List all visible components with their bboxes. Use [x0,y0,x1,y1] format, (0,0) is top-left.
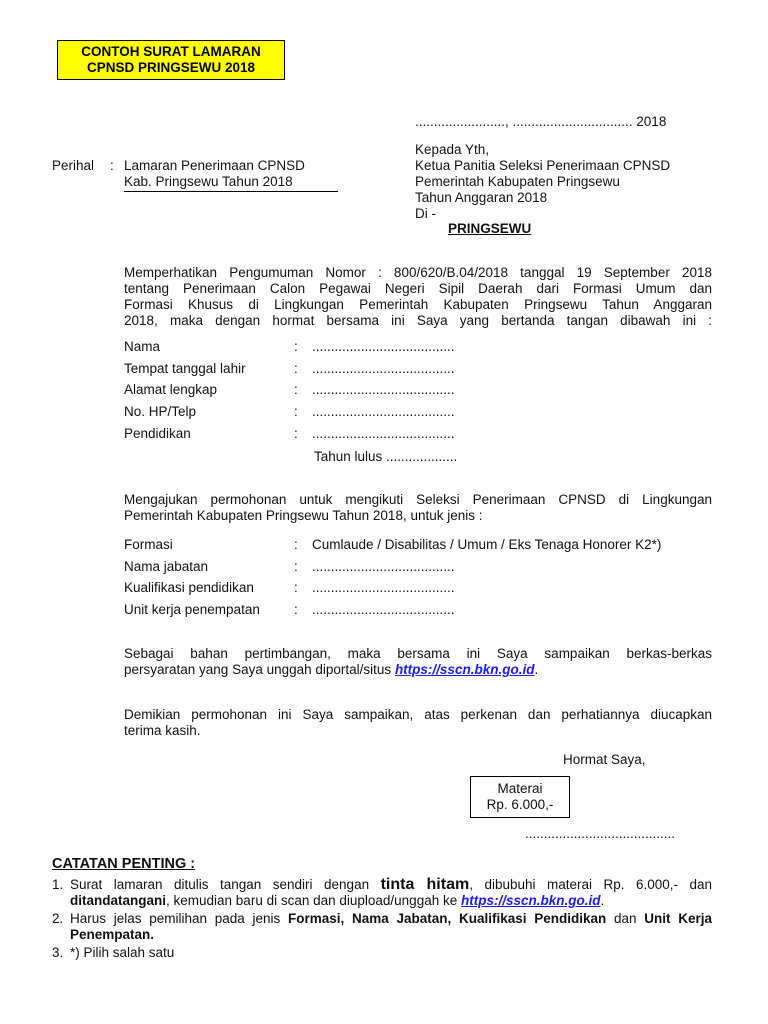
consideration-paragraph [124,646,712,678]
note-2-text-a: Harus jelas pemilihan pada jenis [70,911,288,926]
field-colon: : [294,426,298,441]
note-1-sscn-link[interactable]: https://sscn.bkn.go.id [460,893,601,908]
recipient-line-4: Tahun Anggaran 2018 [415,190,548,205]
signature-name-line: ........................................ [525,826,676,841]
materai-box [470,776,570,818]
field-label: Formasi [124,537,173,552]
field-value: ...................................... [312,404,455,419]
intro-line-4: 2018, maka dengan hormat bersama ini Saya yang bertanda tangan dibawah ini : [124,313,712,328]
consideration-line-2-prefix: persyaratan yang Saya unggah diportal/situs [124,662,395,677]
note-1-text-d: . [600,893,605,908]
field-colon: : [294,602,298,617]
perihal-label: Perihal [52,158,95,173]
recipient-line-3: Pemerintah Kabupaten Pringsewu [415,174,620,189]
field-label: Pendidikan [124,426,191,441]
recipient-line-1: Kepada Yth, [415,142,490,157]
field-colon: : [294,537,298,552]
closing-paragraph [124,707,712,739]
perihal-line-1: Lamaran Penerimaan CPNSD [124,158,305,173]
consideration-line-2-suffix: . [534,662,539,677]
field-value: ...................................... [312,602,455,617]
note-item-1 [52,877,712,909]
notes-list [52,877,712,963]
apply-line-1: Mengajukan permohonan untuk mengikuti Seleksi Penerimaan CPNSD di Lingkungan [124,492,712,507]
title-line-2: CPNSD PRINGSEWU 2018 [86,60,256,75]
note-number: 3. [52,945,64,960]
tahun-lulus: Tahun lulus ................... [314,449,458,464]
field-label: Tempat tanggal lahir [124,361,246,376]
materai-line-1: Materai [497,781,543,796]
note-item-3 [52,945,712,961]
note-number: 2. [52,911,64,926]
field-colon: : [294,382,298,397]
materai-line-2: Rp. 6.000,- [486,797,554,812]
recipient-line-5: Di - [415,206,436,221]
notes-heading: CATATAN PENTING : [52,856,196,872]
signature-greeting: Hormat Saya, [563,752,646,767]
field-colon: : [294,404,298,419]
note-1-text-b: , dibubuhi materai Rp. 6.000,- dan [469,877,712,892]
field-label: Nama jabatan [124,559,209,574]
intro-line-3: Formasi Khusus di Lingkungan Pemerintah Kabupaten Pringsewu Tahun Anggaran [124,297,712,312]
intro-paragraph [124,265,712,329]
field-value: ...................................... [312,339,455,354]
note-3-text: *) Pilih salah satu [70,945,175,960]
field-label: Alamat lengkap [124,382,218,397]
field-label: Kualifikasi pendidikan [124,580,254,595]
sscn-link[interactable]: https://sscn.bkn.go.id [394,662,535,677]
field-value: ...................................... [312,361,455,376]
field-label: Nama [124,339,161,354]
note-number: 1. [52,877,64,892]
note-2-bold-a: Formasi, Nama Jabatan, Kualifikasi Pendidikan [288,911,607,926]
note-item-2 [52,911,712,943]
consideration-line-2 [124,662,538,677]
note-1-bold-a: tinta hitam [380,876,470,893]
field-value: Cumlaude / Disabilitas / Umum / Eks Tenaga Honorer K2*) [312,537,662,552]
field-colon: : [294,580,298,595]
intro-line-2: tentang Penerimaan Calon Pegawai Negeri Sipil Daerah dari Formasi Umum dan [124,281,712,296]
field-value: ...................................... [312,382,455,397]
date-line: ........................, ................................ 2018 [415,114,667,129]
field-colon: : [294,361,298,376]
perihal-colon: : [110,158,114,173]
note-1-text-a: Surat lamaran ditulis tangan sendiri dengan [70,877,381,892]
field-value: ...................................... [312,426,455,441]
note-2-text-b: dan [606,911,645,926]
note-1-bold-b: ditandatangani [70,893,167,908]
title-line-1: CONTOH SURAT LAMARAN [81,44,261,59]
intro-line-1: Memperhatikan Pengumuman Nomor : 800/620/B.04/2018 tanggal 19 September 2018 [124,265,712,280]
field-colon: : [294,559,298,574]
field-label: Unit kerja penempatan [124,602,260,617]
consideration-line-1: Sebagai bahan pertimbangan, maka bersama ini Saya sampaikan berkas-berkas [124,646,712,661]
field-value: ...................................... [312,580,455,595]
closing-line-2: terima kasih. [124,723,201,738]
note-1-text-c: , kemudian baru di scan dan diupload/unggah ke [166,893,461,908]
title-box [57,40,285,80]
perihal-line-2: Kab. Pringsewu Tahun 2018 [124,174,338,192]
field-value: ...................................... [312,559,455,574]
closing-line-1: Demikian permohonan ini Saya sampaikan, atas perkenan dan perhatiannya diucapkan [124,707,712,722]
apply-line-2: Pemerintah Kabupaten Pringsewu Tahun 2018, untuk jenis : [124,508,483,523]
recipient-line-2: Ketua Panitia Seleksi Penerimaan CPNSD [415,158,671,173]
apply-paragraph [124,492,712,524]
field-colon: : [294,339,298,354]
field-label: No. HP/Telp [124,404,197,419]
recipient-city: PRINGSEWU [448,221,532,236]
note-2-bold-b: Unit Kerja Penempatan. [70,911,712,942]
